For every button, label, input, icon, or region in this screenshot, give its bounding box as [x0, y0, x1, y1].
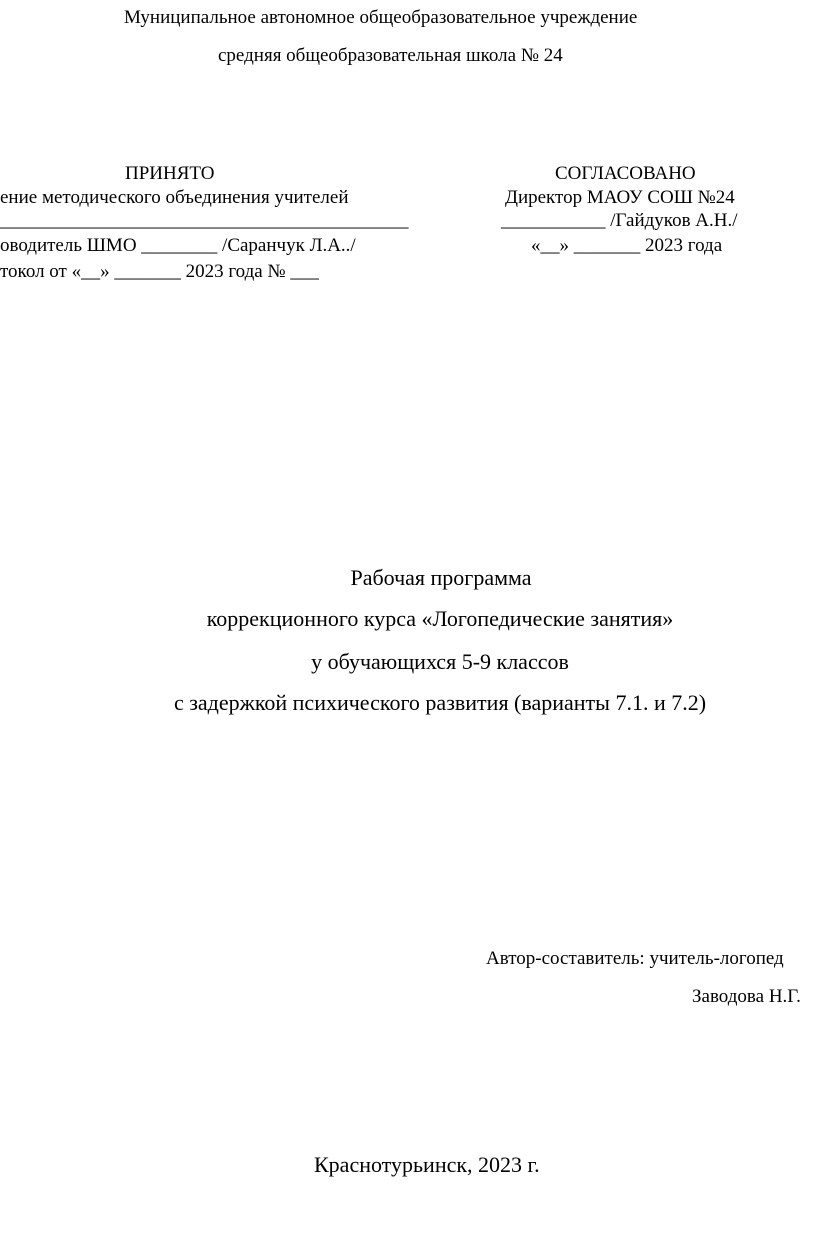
- school-name-line: средняя общеобразовательная школа № 24: [218, 45, 563, 66]
- agreed-line-director: Директор МАОУ СОШ №24: [505, 187, 735, 208]
- author-role: Автор-составитель: учитель-логопед: [486, 948, 784, 969]
- approved-line-association: ение методического объединения учителей: [0, 187, 349, 208]
- agreed-line-signature: ___________ /Гайдуков А.Н./: [501, 210, 738, 231]
- city-year: Краснотурьинск, 2023 г.: [314, 1152, 540, 1177]
- approved-line-blank: ___________________________________________: [0, 210, 409, 231]
- program-course: коррекционного курса «Логопедические занятия»: [206, 606, 674, 631]
- program-variants: с задержкой психического развития (варианты 7.1. и 7.2): [173, 690, 707, 715]
- agreed-line-date: «__» _______ 2023 года: [531, 235, 723, 256]
- program-title: Рабочая программа: [350, 565, 532, 590]
- author-name: Заводова Н.Г.: [692, 986, 801, 1007]
- agreed-title: СОГЛАСОВАНО: [555, 163, 696, 184]
- approved-line-head: оводитель ШМО ________ /Саранчук Л.А../: [0, 235, 356, 256]
- approved-title: ПРИНЯТО: [125, 163, 215, 184]
- program-grades: у обучающихся 5-9 классов: [311, 649, 569, 674]
- school-type-line: Муниципальное автономное общеобразовательное учреждение: [124, 7, 638, 28]
- approved-line-protocol: токол от «__» _______ 2023 года № ___: [0, 261, 319, 282]
